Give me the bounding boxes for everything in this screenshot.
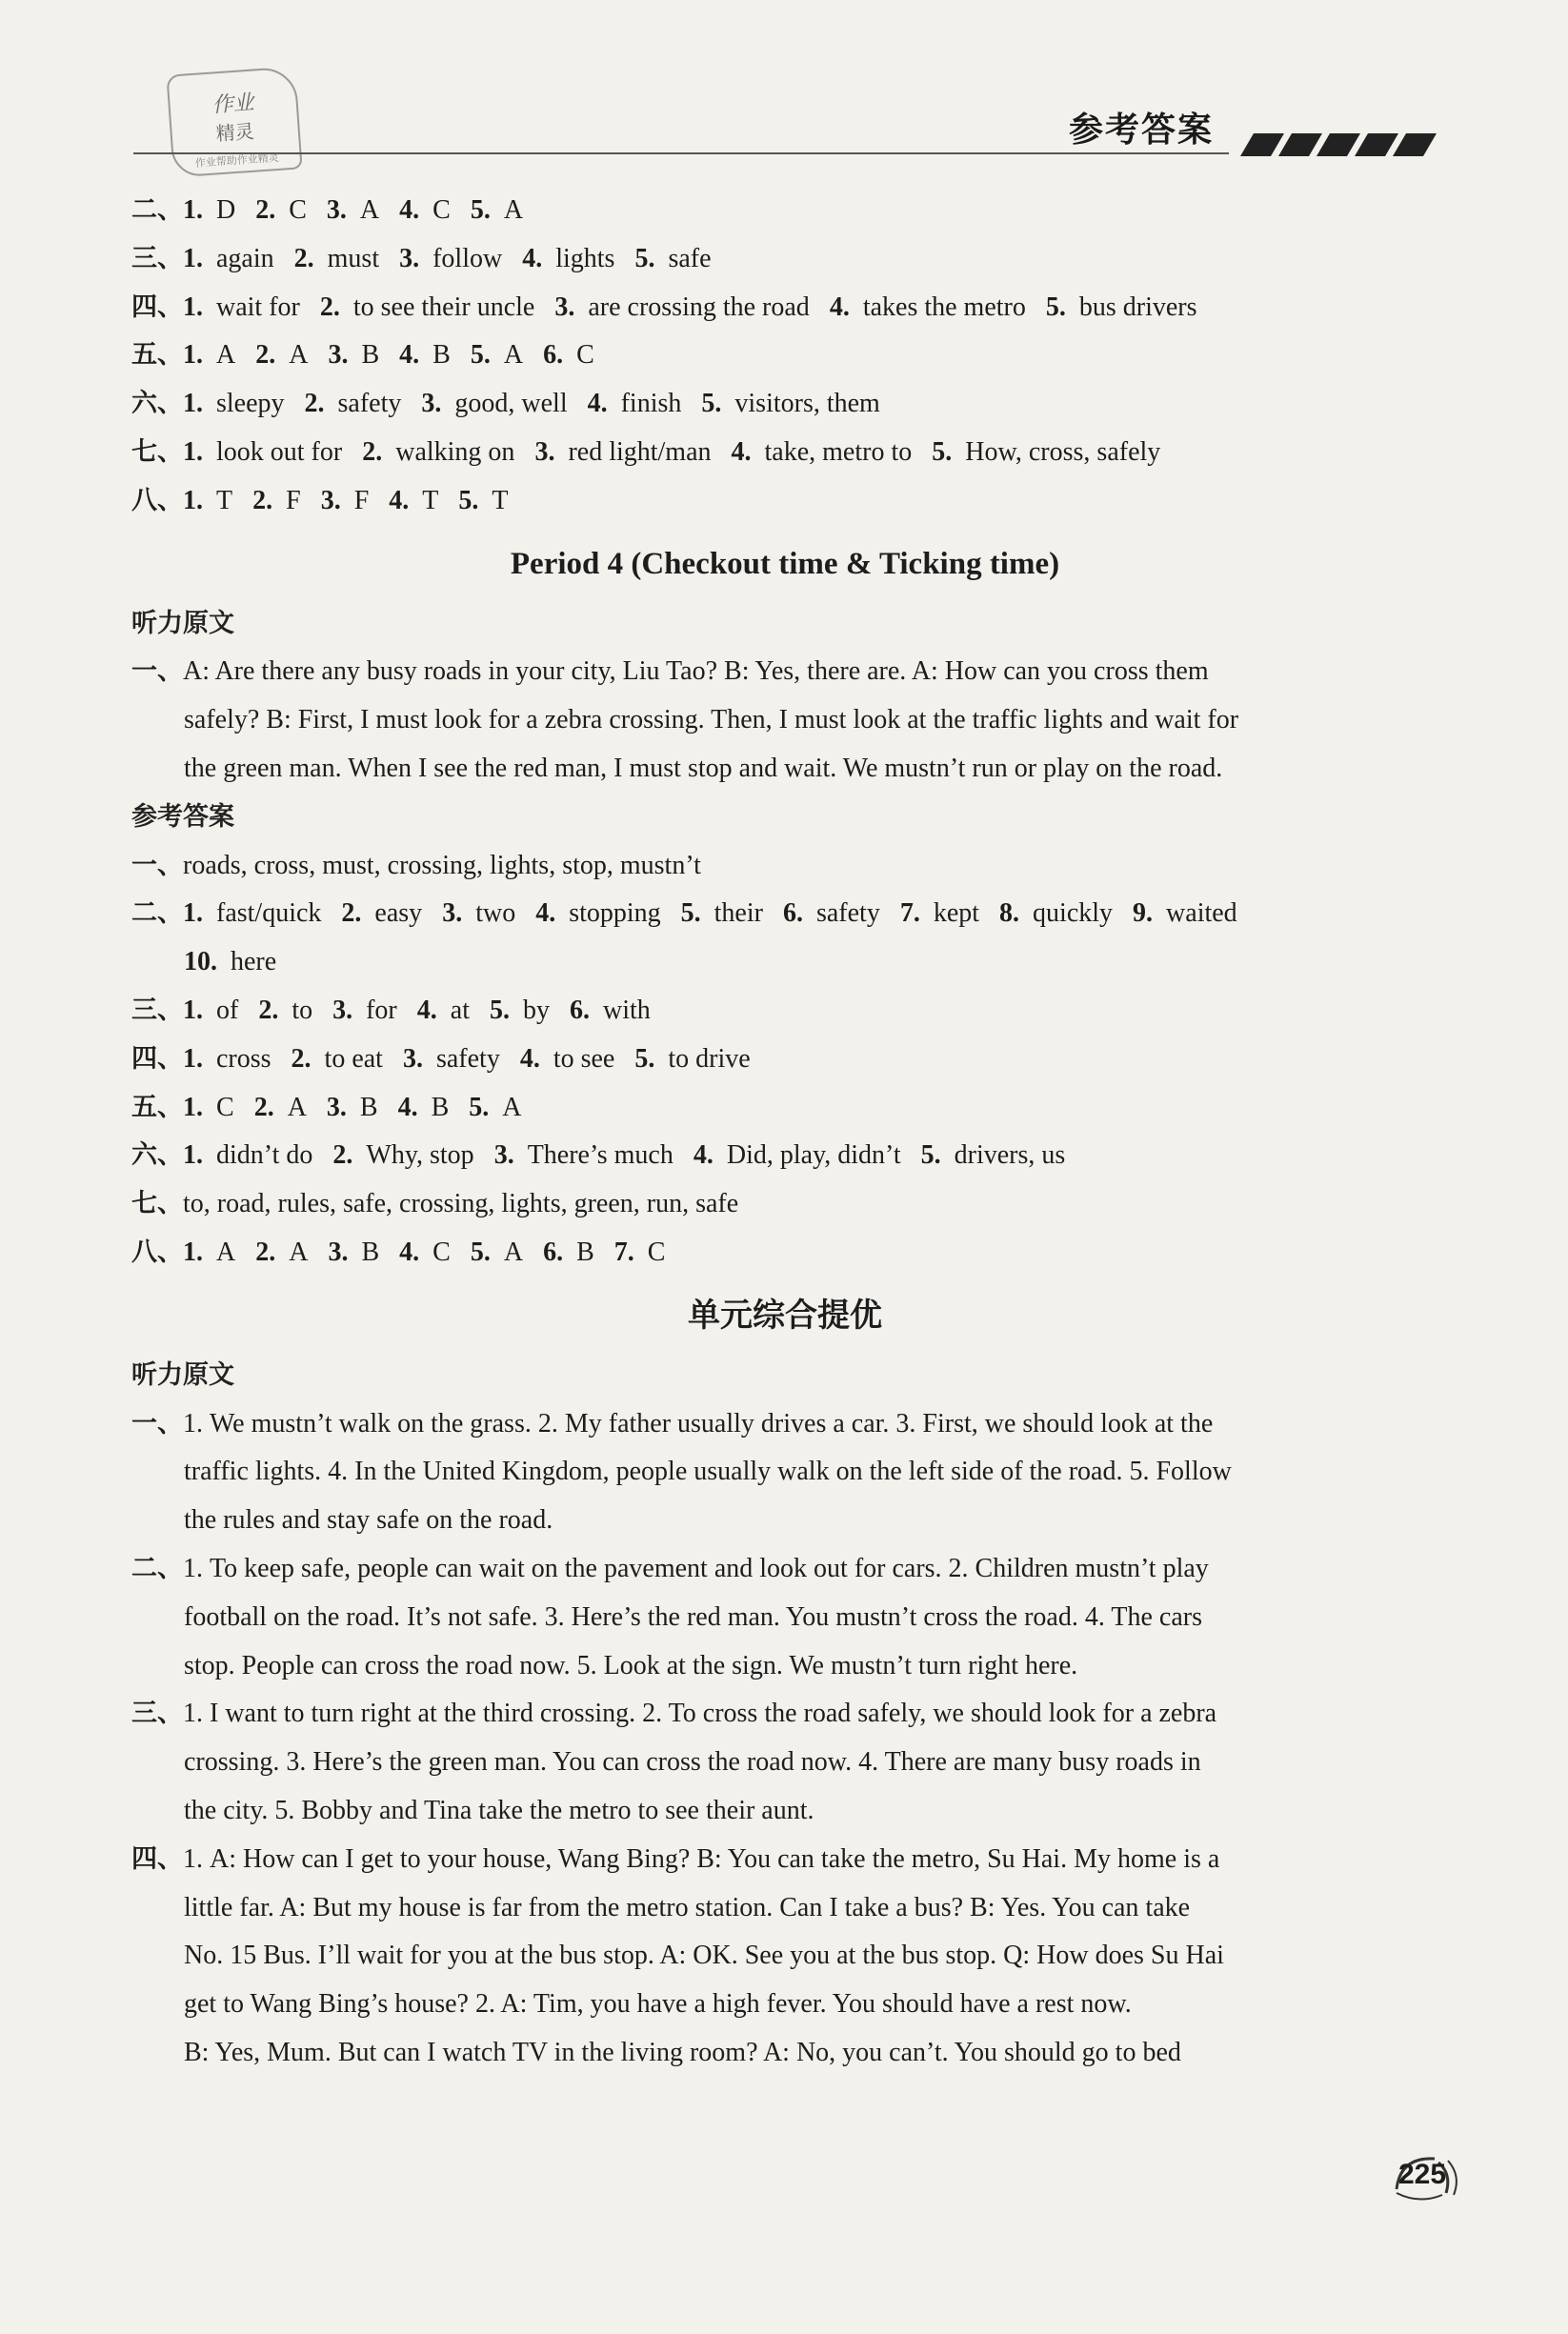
item-answer: There’s much [527,1140,673,1171]
item-answer: B [432,340,451,371]
item-number: 5. [470,195,491,225]
item-number: 7. [899,898,920,929]
item-answer: kept [933,898,980,929]
item-answer: by [522,995,550,1025]
listening-text: crossing. 3. Here’s the green man. You can cross the road now. 4. There are many busy roads in [184,1747,1201,1778]
question-label: 四、 [131,1843,183,1874]
item-answer: follow [432,243,503,273]
question-label: 一、 [131,850,183,880]
logo-line3: 作业帮助作业精灵 [194,151,280,170]
item-answer: are crossing the road [588,292,810,322]
item-number: 2. [255,340,276,371]
item-number: 1. [183,389,203,419]
answer-line [131,1229,1438,1278]
item-number: 5. [1045,292,1066,322]
item-answer: of [216,995,239,1025]
question-label: 二、 [131,898,183,929]
item-number: 2. [293,243,314,273]
question-label: 三、 [131,1699,183,1729]
answer-line [131,380,1438,429]
logo-line2: 精灵 [214,119,255,146]
item-number: 2. [332,1140,353,1171]
item-number: 4. [829,292,850,322]
listening-line [131,1787,1438,1836]
listening-text: the green man. When I see the red man, I must stop and wait. We mustn’t run or play on the road. [184,753,1223,783]
item-answer: T [492,485,509,515]
item-answer: A [289,1237,309,1267]
item-answer: with [602,995,651,1025]
item-answer: A [503,1237,524,1267]
question-label: 四、 [131,1043,183,1074]
item-answer: take, metro to [764,436,913,467]
section-title-unit: 单元综合提优 [688,1296,882,1335]
item-answer: A [216,1237,236,1267]
listening-line [131,1884,1438,1933]
item-number: 5. [634,1043,655,1074]
item-answer: C [289,195,307,225]
item-answer: good, well [454,389,568,419]
answer-content [131,187,1438,2078]
item-number: 5. [470,1237,491,1267]
listening-line [131,2029,1438,2078]
question-label: 三、 [131,243,183,273]
answer-line [131,1084,1438,1133]
question-label: 一、 [131,656,183,687]
listening-heading: 听力原文 [131,1359,234,1390]
listening-text: safely? B: First, I must look for a zebra crossing. Then, I must look at the traffic lights and wait for [184,705,1239,735]
item-answer: B [576,1237,594,1267]
item-number: 5. [458,485,479,515]
page-number: 225 [1398,2159,1447,2190]
item-answer: quickly [1033,898,1114,929]
answer-line-continued [131,938,1438,987]
item-answer: to see their uncle [352,292,535,322]
item-number: 3. [332,995,353,1025]
header-title: 参考答案 [1069,111,1215,150]
item-number: 1. [183,1043,203,1074]
item-answer: visitors, them [734,389,880,419]
item-number: 3. [442,898,463,929]
answer-line [131,284,1438,332]
item-answer: T [422,485,439,515]
item-answer: at [450,995,470,1025]
item-number: 4. [399,1237,420,1267]
item-number: 3. [328,1237,349,1267]
item-number: 1. [183,1237,203,1267]
item-number: 3. [493,1140,514,1171]
question-label: 八、 [131,485,183,515]
item-number: 6. [543,1237,564,1267]
section-title-period4: Period 4 (Checkout time & Ticking time) [510,546,1060,581]
item-number: 2. [252,485,273,515]
item-number: 1. [183,485,203,515]
answer-line [131,1132,1438,1180]
item-number: 5. [920,1140,941,1171]
item-answer: C [216,1092,234,1122]
item-answer: easy [374,898,423,929]
item-answer: A [359,195,380,225]
page-number-badge [1391,2151,1461,2204]
item-answer: How, cross, safely [965,436,1161,467]
question-label: 六、 [131,389,183,419]
item-answer: finish [620,389,682,419]
listening-line [131,1836,1438,1884]
item-number: 2. [304,389,325,419]
item-number: 4. [389,485,410,515]
item-answer: A [289,340,309,371]
item-answer: Did, play, didn’t [726,1140,901,1171]
item-number: 3. [326,195,347,225]
item-number: 5. [680,898,701,929]
item-answer: to [291,995,313,1025]
listening-text: little far. A: But my house is far from the metro station. Can I take a bus? B: Yes. You can take [184,1892,1191,1922]
item-number: 2. [258,995,279,1025]
listening-line [131,1400,1438,1449]
answer-line [131,890,1438,938]
item-number: 5. [489,995,510,1025]
item-number: 3. [399,243,420,273]
item-number: 2. [319,292,340,322]
item-number: 1. [183,995,203,1025]
item-number: 4. [731,436,752,467]
listening-text: traffic lights. 4. In the United Kingdom, people usually walk on the left side of the road. 5. Follow [184,1457,1232,1487]
item-number: 4. [522,243,543,273]
item-answer: here [231,947,277,977]
item-number: 6. [782,898,803,929]
item-number: 5. [932,436,953,467]
answer-line [131,187,1438,235]
item-answer: didn’t do [216,1140,313,1171]
item-answer: C [576,340,594,371]
question-label: 五、 [131,1092,183,1122]
listening-heading: 听力原文 [131,608,234,638]
item-answer: F [286,485,301,515]
item-answer: walking on [395,436,515,467]
item-answer: C [647,1237,666,1267]
question-label: 五、 [131,340,183,371]
item-number: 7. [613,1237,634,1267]
item-number: 5. [701,389,722,419]
item-answer: again [216,243,274,273]
item-number: 1. [183,292,203,322]
answer-line [131,987,1438,1036]
item-number: 10. [184,947,217,977]
item-answer: fast/quick [216,898,322,929]
item-answer: safety [337,389,402,419]
item-answer: must [327,243,380,273]
item-answer: D [216,195,236,225]
item-answer: takes the metro [862,292,1026,322]
question-label: 二、 [131,195,183,225]
item-answer: look out for [216,436,343,467]
item-number: 1. [183,195,203,225]
watermark-logo [166,66,302,177]
answer-line [131,1036,1438,1084]
item-answer: wait for [216,292,300,322]
question-label: 四、 [131,292,183,322]
answer-line [131,429,1438,477]
item-number: 4. [397,1092,418,1122]
answer-text: roads, cross, must, crossing, lights, stop, mustn’t [183,850,701,880]
header-stripes-icon [1240,133,1440,156]
listening-line [131,1448,1438,1497]
item-answer: to drive [668,1043,751,1074]
item-number: 3. [328,340,349,371]
answer-line [131,477,1438,526]
item-answer: sleepy [216,389,285,419]
item-answer: lights [555,243,615,273]
item-answer: stopping [569,898,661,929]
item-answer: A [503,195,524,225]
question-label: 六、 [131,1140,183,1171]
item-answer: B [359,1092,378,1122]
question-label: 二、 [131,1553,183,1583]
item-answer: for [366,995,397,1025]
logo-line1: 作业 [211,91,255,118]
item-number: 3. [326,1092,347,1122]
answer-line [131,332,1438,380]
item-number: 3. [534,436,555,467]
listening-text: 1. To keep safe, people can wait on the pavement and look out for cars. 2. Children mustn’t play [183,1553,1209,1583]
item-number: 3. [402,1043,423,1074]
answer-line [131,842,1438,891]
listening-line [131,1690,1438,1739]
question-label: 七、 [131,436,183,467]
listening-text: 1. A: How can I get to your house, Wang Bing? B: You can take the metro, Su Hai. My home is a [183,1843,1220,1874]
listening-text: football on the road. It’s not safe. 3. Here’s the red man. You mustn’t cross the road. 4. The cars [184,1601,1202,1632]
listening-line [131,1981,1438,2029]
item-number: 3. [554,292,575,322]
item-number: 1. [183,340,203,371]
listening-text: stop. People can cross the road now. 5. Look at the sign. We mustn’t turn right here. [184,1650,1078,1680]
item-number: 9. [1133,898,1154,929]
listening-text: 1. We mustn’t walk on the grass. 2. My father usually drives a car. 3. First, we should look at the [183,1408,1214,1439]
item-answer: drivers, us [954,1140,1066,1171]
item-number: 2. [253,1092,274,1122]
item-answer: bus drivers [1078,292,1197,322]
listening-line [131,1545,1438,1594]
item-number: 2. [341,898,362,929]
item-number: 4. [399,195,420,225]
item-answer: A [502,1092,522,1122]
item-number: 6. [569,995,590,1025]
listening-text: the city. 5. Bobby and Tina take the metro to see their aunt. [184,1795,814,1825]
item-answer: waited [1166,898,1237,929]
item-number: 8. [999,898,1020,929]
item-answer: safety [815,898,880,929]
item-number: 1. [183,243,203,273]
item-number: 4. [416,995,437,1025]
item-number: 2. [255,195,276,225]
listening-text: get to Wang Bing’s house? 2. A: Tim, you have a high fever. You should have a rest now. [184,1989,1132,2020]
listening-line [131,1642,1438,1691]
item-number: 4. [693,1140,714,1171]
item-number: 4. [399,340,420,371]
item-number: 6. [543,340,564,371]
item-answer: A [503,340,524,371]
item-answer: Why, stop [366,1140,474,1171]
item-answer: to eat [324,1043,383,1074]
item-answer: T [216,485,233,515]
listening-line [131,696,1438,745]
item-answer: C [432,195,451,225]
answer-text: to, road, rules, safe, crossing, lights, green, run, safe [183,1189,739,1219]
listening-text: the rules and stay safe on the road. [184,1505,553,1536]
item-number: 5. [634,243,655,273]
listening-text: A: Are there any busy roads in your city, Liu Tao? B: Yes, there are. A: How can you cross them [183,656,1209,687]
question-label: 八、 [131,1237,183,1267]
header-rule [133,152,1229,154]
item-answer: C [432,1237,451,1267]
listening-line [131,1594,1438,1642]
item-number: 3. [421,389,442,419]
listening-line [131,745,1438,794]
item-number: 5. [469,1092,490,1122]
question-label: 一、 [131,1408,183,1439]
item-number: 2. [362,436,383,467]
item-answer: their [714,898,763,929]
item-answer: two [475,898,516,929]
item-answer: A [216,340,236,371]
answers-heading: 参考答案 [131,801,234,832]
question-label: 七、 [131,1189,183,1219]
item-answer: F [353,485,370,515]
question-label: 三、 [131,995,183,1025]
listening-text: No. 15 Bus. I’ll wait for you at the bus stop. A: OK. See you at the bus stop. Q: How does Su Hai [184,1941,1224,1971]
item-number: 1. [183,898,203,929]
answer-line [131,1180,1438,1229]
item-number: 5. [470,340,491,371]
item-number: 1. [183,1092,203,1122]
item-answer: A [287,1092,307,1122]
item-answer: B [361,340,380,371]
listening-text: B: Yes, Mum. But can I watch TV in the living room? A: No, you can’t. You should go to bed [184,2037,1181,2067]
item-answer: red light/man [568,436,712,467]
item-number: 4. [519,1043,540,1074]
listening-line [131,648,1438,696]
item-answer: safe [668,243,712,273]
listening-line [131,1497,1438,1545]
listening-line [131,1932,1438,1981]
listening-line [131,1739,1438,1787]
item-number: 1. [183,1140,203,1171]
item-number: 2. [291,1043,312,1074]
answer-line [131,235,1438,284]
item-number: 1. [183,436,203,467]
item-number: 4. [587,389,608,419]
item-answer: B [361,1237,380,1267]
item-answer: to see [553,1043,615,1074]
item-number: 3. [320,485,341,515]
listening-text: 1. I want to turn right at the third crossing. 2. To cross the road safely, we should look for a zebra [183,1699,1217,1729]
item-answer: cross [216,1043,271,1074]
item-number: 2. [255,1237,276,1267]
item-answer: B [431,1092,450,1122]
item-number: 4. [535,898,556,929]
item-answer: safety [435,1043,500,1074]
